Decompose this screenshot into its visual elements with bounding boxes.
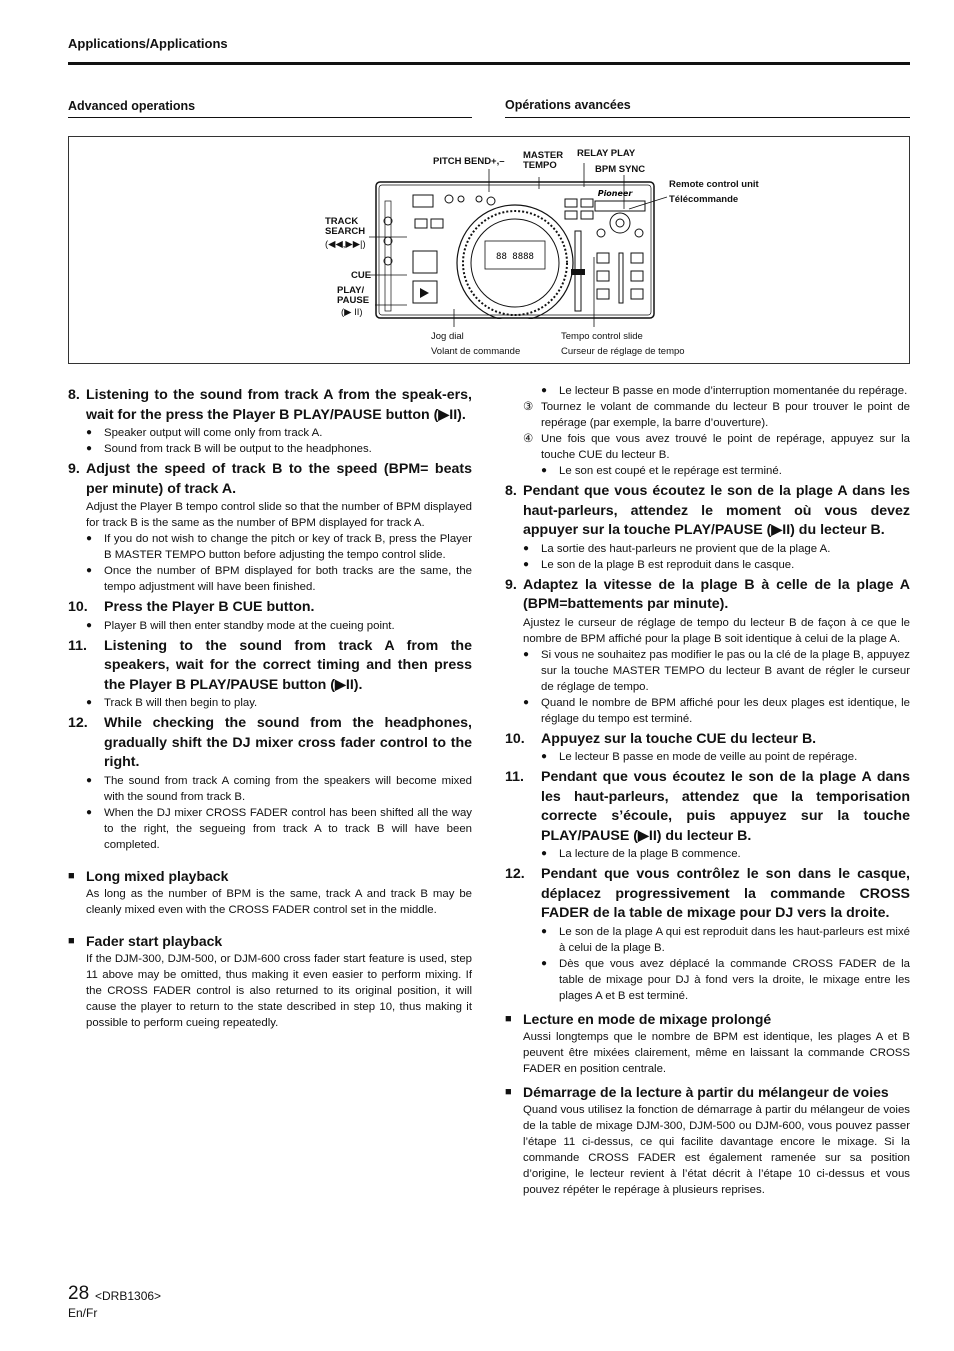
- step-8-fr: 8. Pendant que vous écoutez le son de la plage A dans les haut-parleurs, attendez le moment où vous devez appuyer sur la touche PLAY/PAUSE (▶II) du lecteur B.: [505, 483, 910, 538]
- subsection-long-mixed-fr: ■ Lecture en mode de mixage prolongé: [505, 1010, 772, 1027]
- step-11: 11. Listening to the sound from track A from the speakers, wait for the correct timing and then press the Player B PLAY/PAUSE button (▶II).: [68, 637, 472, 693]
- label-master-tempo: MASTER TEMPO: [523, 150, 564, 171]
- list-item: ● Le son de la plage B est reproduit dans le casque.: [523, 558, 795, 571]
- svg-text:88 8888: 88 8888: [496, 252, 534, 262]
- subsection-fader-start-fr: ■ Démarrage de la lecture à partir du mélangeur de voies: [505, 1083, 889, 1100]
- label-tempo-fr: Curseur de réglage de tempo: [561, 346, 685, 357]
- document-code: <DRB1306>: [95, 1289, 162, 1303]
- page-number: 28: [68, 1283, 90, 1304]
- header-rule: [68, 62, 910, 65]
- list-item: ● La lecture de la plage B commence.: [541, 848, 741, 860]
- list-item: ● Once the number of BPM displayed for both tracks are the same, the tempo adjustment will have been finished.: [86, 565, 472, 593]
- list-item: ● Le lecteur B passe en mode de veille au point de repérage.: [541, 751, 858, 763]
- list-item: ● Si vous ne souhaitez pas modifier le pas ou la clé de la plage B, appuyez sur la touche MASTER TEMPO du lecteur B avant de régler le curseur de réglage de tempo.: [523, 648, 910, 693]
- list-item: ● Le son de la plage A qui est reproduit dans les haut-parleurs est mixé à celui de la plage B.: [541, 925, 910, 954]
- subsection-body: Aussi longtemps que le nombre de BPM est identique, les plages A et B peuvent être mixées clairement, même en laissant la commande CROSS FADER en position centrale.: [523, 1030, 910, 1075]
- label-tempo-en: Tempo control slide: [561, 331, 643, 342]
- label-cue: CUE: [351, 270, 372, 281]
- page-header: Applications/Applications: [68, 36, 228, 51]
- list-item: ● Dès que vous avez déplacé la commande CROSS FADER de la table de mixage pour DJ à fond vers la droite, le mixage entre les plages A et B est terminé.: [541, 957, 910, 1002]
- label-relay-play: RELAY PLAY: [577, 148, 636, 159]
- subsection-fader-start: ■ Fader start playback: [68, 932, 223, 949]
- section-rule-en: [68, 117, 472, 118]
- subsection-body: If the DJM-300, DJM-500, or DJM-600 cross fader start feature is used, step 11 above may be omitted, thus making it even easier to perform mixing. If the CROSS FADER control is also returned to its original position, it will cause the player to return to the state described in step 10, thus making it possible to perform cueing repeatedly.: [86, 952, 472, 1029]
- language-code: En/Fr: [68, 1306, 98, 1320]
- list-item: ● Le son est coupé et le repérage est terminé.: [541, 465, 782, 477]
- list-item: ● Sound from track B will be output to the headphones.: [86, 443, 372, 455]
- right-column: [505, 383, 910, 1198]
- section-title-fr: Opérations avancées: [505, 98, 631, 112]
- section-rule-fr: [505, 117, 910, 118]
- left-column: [68, 383, 472, 1031]
- list-item: ● Quand le nombre de BPM affiché pour les deux plages est identique, le réglage du tempo est terminé.: [523, 696, 910, 725]
- section-title-en: Advanced operations: [68, 99, 196, 113]
- label-play-pause-symbol: (▶ II): [341, 307, 363, 318]
- list-item: ● When the DJ mixer CROSS FADER control has been shifted all the way to the right, the segueing from track A to track B will have been completed.: [86, 806, 472, 851]
- list-item: ● The sound from track A coming from the speakers will become mixed with the sound from track B.: [86, 774, 472, 803]
- label-play-pause: PLAY/ PAUSE: [337, 285, 370, 306]
- step-9: 9. Adjust the speed of track B to the speed (BPM= beats per minute) of track A.: [68, 461, 472, 497]
- step-10: 10. Press the Player B CUE button.: [68, 599, 315, 615]
- step-11-fr: 11. Pendant que vous écoutez le son de la plage A dans les haut-parleurs, attendez que la temporisation correcte s’écoule, puis appuyez sur la touche PLAY/PAUSE (▶II) du lecteur B.: [505, 769, 910, 844]
- step-body: Adjust the Player B tempo control slide so that the number of BPM displayed for track B is the same as the number of BPM displayed for track A.: [86, 501, 472, 529]
- label-jog-en: Jog dial: [431, 331, 464, 342]
- numbered-item: ④ Une fois que vous avez trouvé le point de repérage, appuyez sur la touche CUE du lecteur B.: [523, 433, 910, 461]
- list-item: ● Player B will then enter standby mode at the cueing point.: [86, 619, 395, 632]
- list-item: ● La sortie des haut-parleurs ne provient que de la plage A.: [523, 542, 831, 555]
- step-9-fr: 9. Adaptez la vitesse de la plage B à celle de la plage A (BPM=battements par minute).: [505, 576, 910, 612]
- label-track-search-symbol: (◀◀,▶▶|): [325, 239, 366, 250]
- brand-logo: Pioneer: [597, 189, 633, 198]
- step-10-fr: 10. Appuyez sur la touche CUE du lecteur B.: [505, 730, 817, 747]
- figure-box: [68, 136, 910, 364]
- step-12: 12. While checking the sound from the headphones, gradually shift the DJ mixer cross fader control to the right.: [68, 715, 472, 770]
- list-item: ● Speaker output will come only from track A.: [86, 427, 323, 439]
- list-item: ● Track B will then begin to play.: [86, 697, 258, 709]
- list-item: ● If you do not wish to change the pitch or key of track B, press the Player B MASTER TEMPO button before adjusting the tempo control slide.: [86, 533, 472, 561]
- step-body: Ajustez le curseur de réglage de tempo du lecteur B de façon à ce que le nombre de BPM affiché pour la plage B soit identique à celui de la plage A.: [523, 616, 910, 645]
- callout-lines: [69, 137, 911, 365]
- subsection-body: As long as the number of BPM is the same, track A and track B may be cleanly mixed even with the CROSS FADER control set in the middle.: [86, 887, 472, 916]
- subsection-long-mixed: ■ Long mixed playback: [68, 867, 229, 884]
- label-remote-en: Remote control unit: [669, 179, 759, 190]
- subsection-body: Quand vous utilisez la fonction de démarrage à partir du mélangeur de voies de la table de mixage DJM-300, DJM-500 ou DJM-600, vous pouvez passer l’étape 11 ci-dessus, ce qui facilite davantage encore le mixage. Si la commande CROSS FADER est également ramenée sur sa position d’origine, le lecteur revient à l’état décrit à l’étape 10 ci-dessus et vous pouvez répéter le repérage à plusieurs reprises.: [523, 1103, 910, 1196]
- list-item: ● Le lecteur B passe en mode d’interruption momentanée du repérage.: [541, 385, 908, 397]
- numbered-item: ③ Tournez le volant de commande du lecteur B pour trouver le point de repérage (par exemple, la barre d’ouverture).: [523, 401, 910, 429]
- label-jog-fr: Volant de commande: [431, 346, 521, 357]
- label-remote-fr: Télécommande: [669, 194, 739, 205]
- step-12-fr: 12. Pendant que vous contrôlez le son dans le casque, déplacez progressivement la commande CROSS FADER de la table de mixage pour DJ vers la droite.: [505, 866, 910, 921]
- label-bpm-sync: BPM SYNC: [595, 164, 646, 175]
- step-8: 8. Listening to the sound from track A from the speak-ers, wait for the press the Player B PLAY/PAUSE button (▶II).: [68, 387, 472, 423]
- label-track-search: TRACK SEARCH: [325, 216, 366, 237]
- label-pitch-bend: PITCH BEND+,–: [433, 156, 505, 167]
